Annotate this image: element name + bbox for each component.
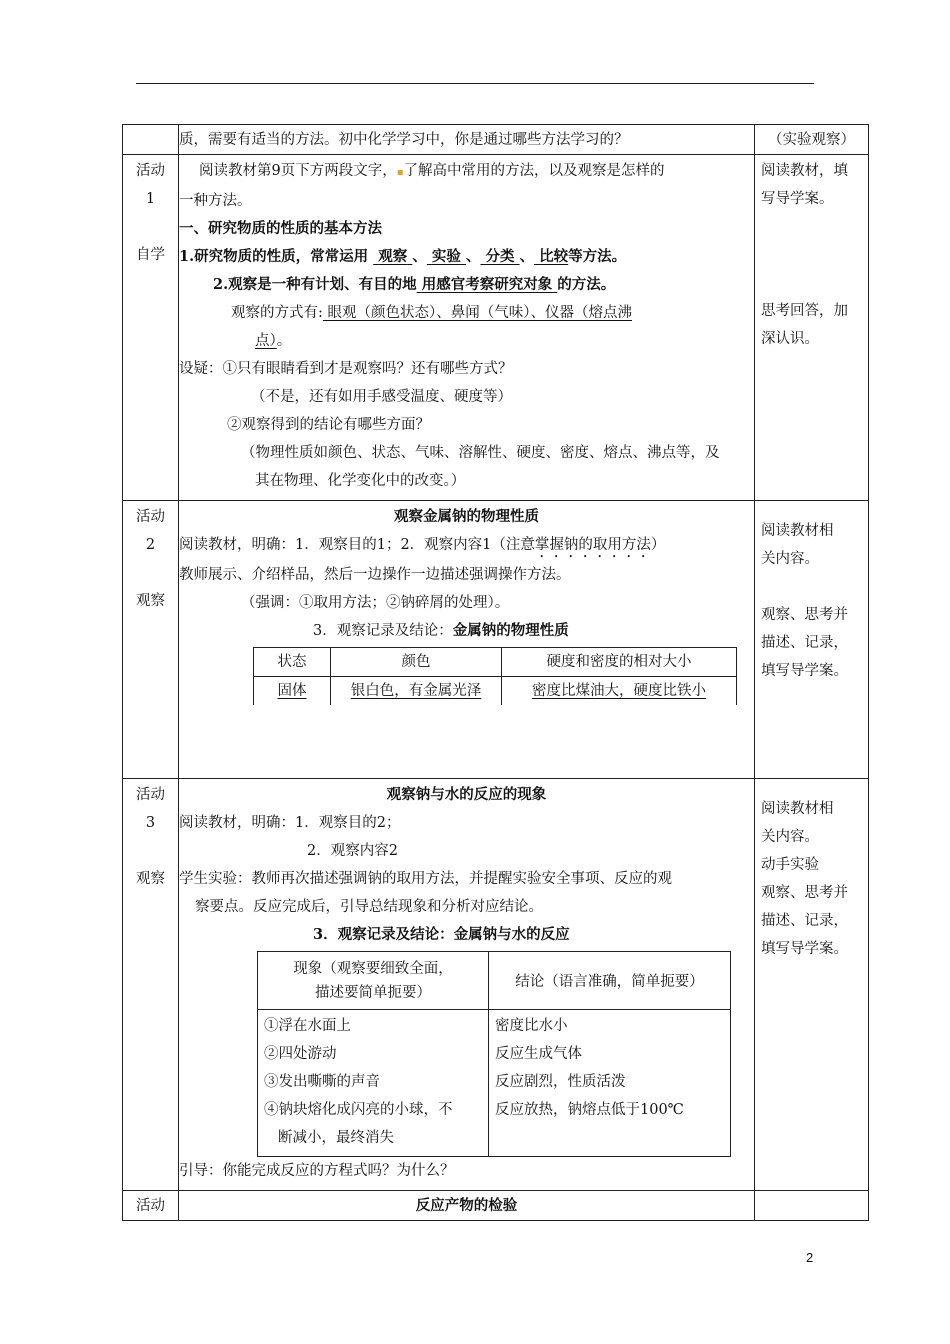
td-conclusions: 密度比水小 反应生成气体 反应剧烈，性质活泼 反应放热，钠熔点低于100℃ bbox=[489, 1010, 731, 1157]
page-number: 2 bbox=[806, 1250, 814, 1265]
act1-answer-2-cont: 其在物理、化学变化中的改变。） bbox=[255, 473, 466, 489]
act1-line-3: 观察的方式有: 眼观（颜色状态）、鼻闻（气味）、仪器（熔点沸 bbox=[231, 305, 632, 321]
header-rule bbox=[136, 83, 814, 84]
row-activity-2 bbox=[123, 501, 869, 779]
sodium-properties-table bbox=[253, 647, 737, 705]
act1-answer-2: （物理性质如颜色、状态、气味、溶解性、硬度、密度、熔点、沸点等，及 bbox=[241, 445, 720, 461]
row-continuation bbox=[123, 125, 869, 155]
act2-line-2: 教师展示、介绍样品，然后一边操作一边描述强调操作方法。 bbox=[179, 567, 571, 583]
act4-title: 反应产物的检验 bbox=[415, 1197, 518, 1214]
act2-line-3: （强调：①取用方法；②钠碎屑的处理）。 bbox=[241, 595, 510, 611]
td-phenomena: ①浮在水面上 ②四处游动 ③发出嘶嘶的声音 ④钠块熔化成闪亮的小球，不 断减小，最终消失 bbox=[258, 1010, 489, 1157]
td-state: 固体 bbox=[277, 683, 307, 699]
act3-side: 阅读教材相 关内容。 动手实验 观察、思考并 描述、记录， 填写导学案。 bbox=[761, 801, 848, 957]
act1-line-1: 1.研究物质的性质，常常运用 观察 、 实验 、 分类 、 比较等方法。 bbox=[179, 248, 627, 265]
activity-3-label: 活动 3 观察 bbox=[136, 787, 165, 887]
act1-question-2: ②观察得到的结论有哪些方面？ bbox=[227, 417, 430, 433]
act2-line-1: 阅读教材，明确：1．观察目的1；2．观察内容1（注意掌握钠的取用方法） bbox=[179, 537, 666, 553]
td-color: 银白色，有金属光泽 bbox=[350, 683, 482, 699]
th-conclusion: 结论（语言准确，简单扼要） bbox=[489, 952, 731, 1010]
act1-line-3-cont: 点）。 bbox=[255, 333, 292, 349]
act1-heading: 一、研究物质的性质的基本方法 bbox=[179, 220, 382, 237]
act1-side: 阅读教材，填 写导学案。 思考回答，加 深认识。 bbox=[761, 163, 848, 347]
act2-title: 观察金属钠的物理性质 bbox=[394, 508, 539, 525]
activity-4-label: 活动 bbox=[136, 1198, 165, 1214]
act3-line-4: 察要点。反应完成后，引导总结现象和分析对应结论。 bbox=[195, 899, 543, 915]
activity-2-label: 活动 2 观察 bbox=[136, 509, 165, 609]
act1-line-2: 2.观察是一种有计划、有目的地 用感官考察研究对象 的方法。 bbox=[213, 276, 616, 293]
th-hardness-density: 硬度和密度的相对大小 bbox=[502, 648, 737, 677]
th-phenomenon: 现象（观察要细致全面， 描述要简单扼要） bbox=[258, 952, 489, 1010]
reaction-table bbox=[257, 951, 731, 1157]
row-activity-1 bbox=[123, 155, 869, 501]
act3-title: 观察钠与水的反应的现象 bbox=[386, 786, 547, 803]
act3-line-1: 阅读教材，明确：1．观察目的2； bbox=[179, 815, 401, 831]
act3-line-5: 3．观察记录及结论：金属钠与水的反应 bbox=[313, 926, 570, 943]
row-activity-3 bbox=[123, 779, 869, 1191]
act2-side: 阅读教材相 关内容。 观察、思考并 描述、记录， 填写导学案。 bbox=[761, 523, 848, 679]
act1-intro: 阅读教材第9页下方两段文字，▪了解高中常用的方法，以及观察是怎样的 bbox=[199, 163, 665, 179]
lesson-table bbox=[122, 124, 869, 1221]
act2-line-4: 3．观察记录及结论：金属钠的物理性质 bbox=[313, 622, 569, 639]
act1-intro-cont: 一种方法。 bbox=[179, 193, 252, 209]
th-color: 颜色 bbox=[331, 648, 502, 677]
th-state: 状态 bbox=[254, 648, 331, 677]
continuation-text: 质，需要有适当的方法。初中化学学习中，你是通过哪些方法学习的？ bbox=[179, 132, 629, 148]
act1-answer-1: （不是，还有如用手感受温度、硬度等） bbox=[251, 389, 512, 405]
act3-line-2: 2．观察内容2 bbox=[307, 843, 398, 859]
act1-question-1: 设疑：①只有眼睛看到才是观察吗？还有哪些方式？ bbox=[179, 361, 513, 377]
activity-1-label: 活动 1 自学 bbox=[136, 163, 165, 263]
row-activity-4 bbox=[123, 1191, 869, 1221]
td-hardness-density: 密度比煤油大，硬度比铁小 bbox=[532, 683, 706, 699]
continuation-side: （实验观察） bbox=[768, 132, 855, 148]
act3-guide: 引导：你能完成反应的方程式吗？为什么？ bbox=[179, 1163, 455, 1179]
act3-line-3: 学生实验：教师再次描述强调钠的取用方法，并提醒实验安全事项、反应的观 bbox=[179, 871, 672, 887]
